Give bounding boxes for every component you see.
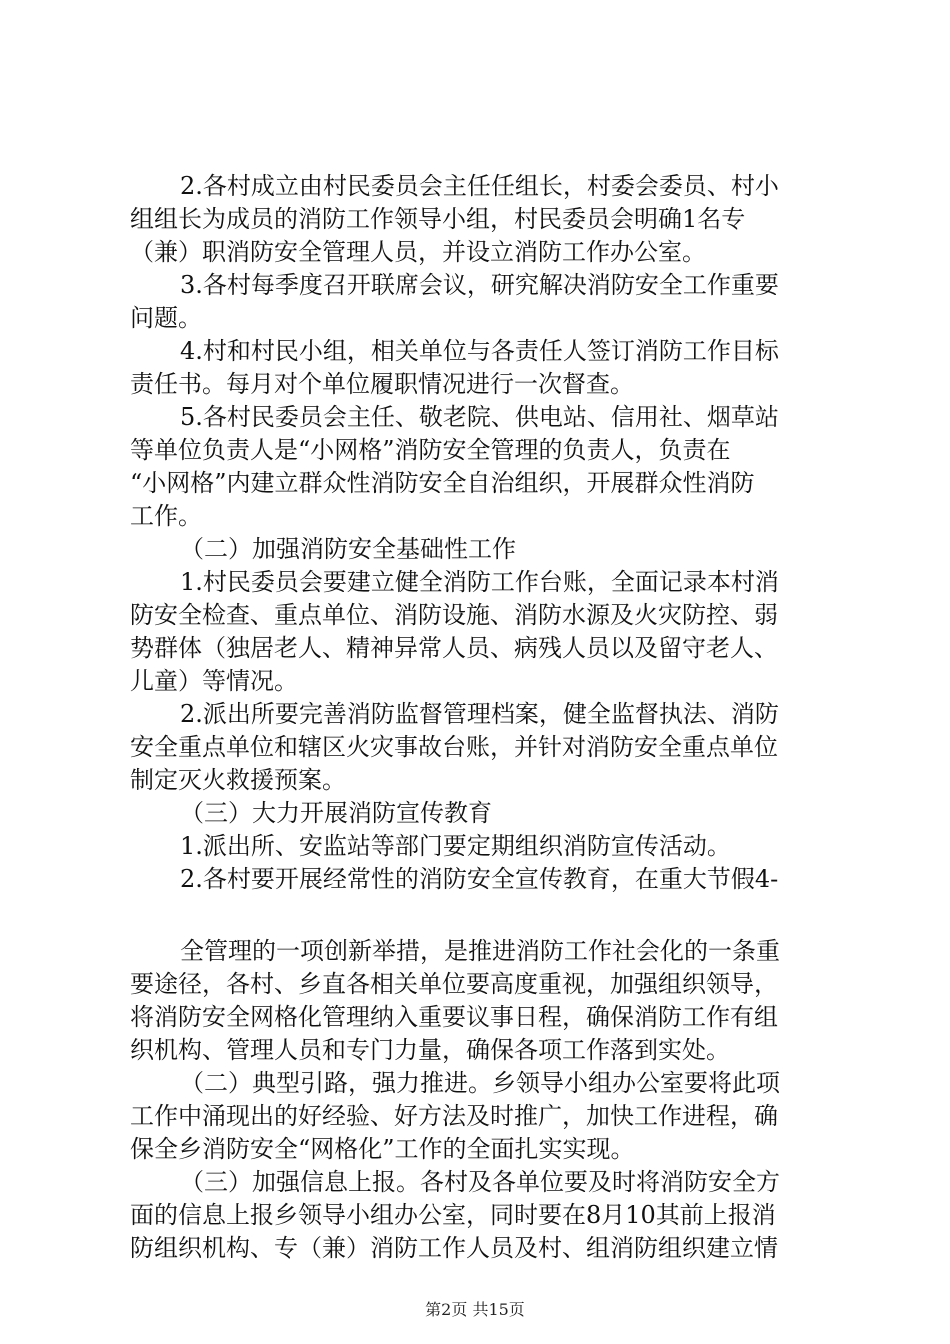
section-heading: （三）大力开展消防宣传教育 <box>180 799 492 827</box>
text-line: 工作。 <box>130 502 202 530</box>
text-line: 4.村和村民小组，相关单位与各责任人签订消防工作目标 <box>180 337 779 365</box>
text-line: 全管理的一项创新举措，是推进消防工作社会化的一条重 <box>180 937 780 965</box>
text-line: 2.各村要开展经常性的消防安全宣传教育，在重大节假4- <box>180 865 779 893</box>
text-line: 工作中涌现出的好经验、好方法及时推广，加快工作进程，确 <box>130 1102 778 1130</box>
text-line: 儿童）等情况。 <box>130 667 298 695</box>
text-line: 3.各村每季度召开联席会议，研究解决消防安全工作重要 <box>180 271 779 299</box>
text-line: 5.各村民委员会主任、敬老院、供电站、信用社、烟草站 <box>180 403 779 431</box>
text-line: 要途径，各村、乡直各相关单位要高度重视，加强组织领导， <box>130 970 778 998</box>
text-line: （三）加强信息上报。各村及各单位要及时将消防安全方 <box>180 1168 780 1196</box>
text-line: 防安全检查、重点单位、消防设施、消防水源及火灾防控、弱 <box>130 601 778 629</box>
text-line: 1.村民委员会要建立健全消防工作台账，全面记录本村消 <box>180 568 779 596</box>
section-heading: （二）加强消防安全基础性工作 <box>180 535 516 563</box>
text-line: 制定灭火救援预案。 <box>130 766 346 794</box>
text-line: 势群体（独居老人、精神异常人员、病残人员以及留守老人、 <box>130 634 778 662</box>
text-line: “小网格”内建立群众性消防安全自治组织，开展群众性消防 <box>130 469 755 497</box>
text-line: （兼）职消防安全管理人员，并设立消防工作办公室。 <box>130 238 706 266</box>
text-line: 面的信息上报乡领导小组办公室，同时要在8月10其前上报消 <box>130 1201 776 1229</box>
text-line: 2.派出所要完善消防监督管理档案，健全监督执法、消防 <box>180 700 779 728</box>
text-line: 组组长为成员的消防工作领导小组，村民委员会明确1名专 <box>130 205 746 233</box>
text-line: 1.派出所、安监站等部门要定期组织消防宣传活动。 <box>180 832 731 860</box>
text-line: （二）典型引路，强力推进。乡领导小组办公室要将此项 <box>180 1069 780 1097</box>
page-footer: 第2页 共15页 <box>425 1300 525 1319</box>
text-line: 保全乡消防安全“网格化”工作的全面扎实实现。 <box>130 1135 635 1163</box>
text-line: 防组织机构、专（兼）消防工作人员及村、组消防组织建立情 <box>130 1234 778 1262</box>
text-line: 织机构、管理人员和专门力量，确保各项工作落到实处。 <box>130 1036 730 1064</box>
text-line: 将消防安全网格化管理纳入重要议事日程，确保消防工作有组 <box>130 1003 778 1031</box>
text-line: 责任书。每月对个单位履职情况进行一次督查。 <box>130 370 634 398</box>
text-line: 安全重点单位和辖区火灾事故台账，并针对消防安全重点单位 <box>130 733 778 761</box>
text-line: 等单位负责人是“小网格”消防安全管理的负责人，负责在 <box>130 436 731 464</box>
text-line: 问题。 <box>130 304 202 332</box>
text-line: 2.各村成立由村民委员会主任任组长，村委会委员、村小 <box>180 172 779 200</box>
